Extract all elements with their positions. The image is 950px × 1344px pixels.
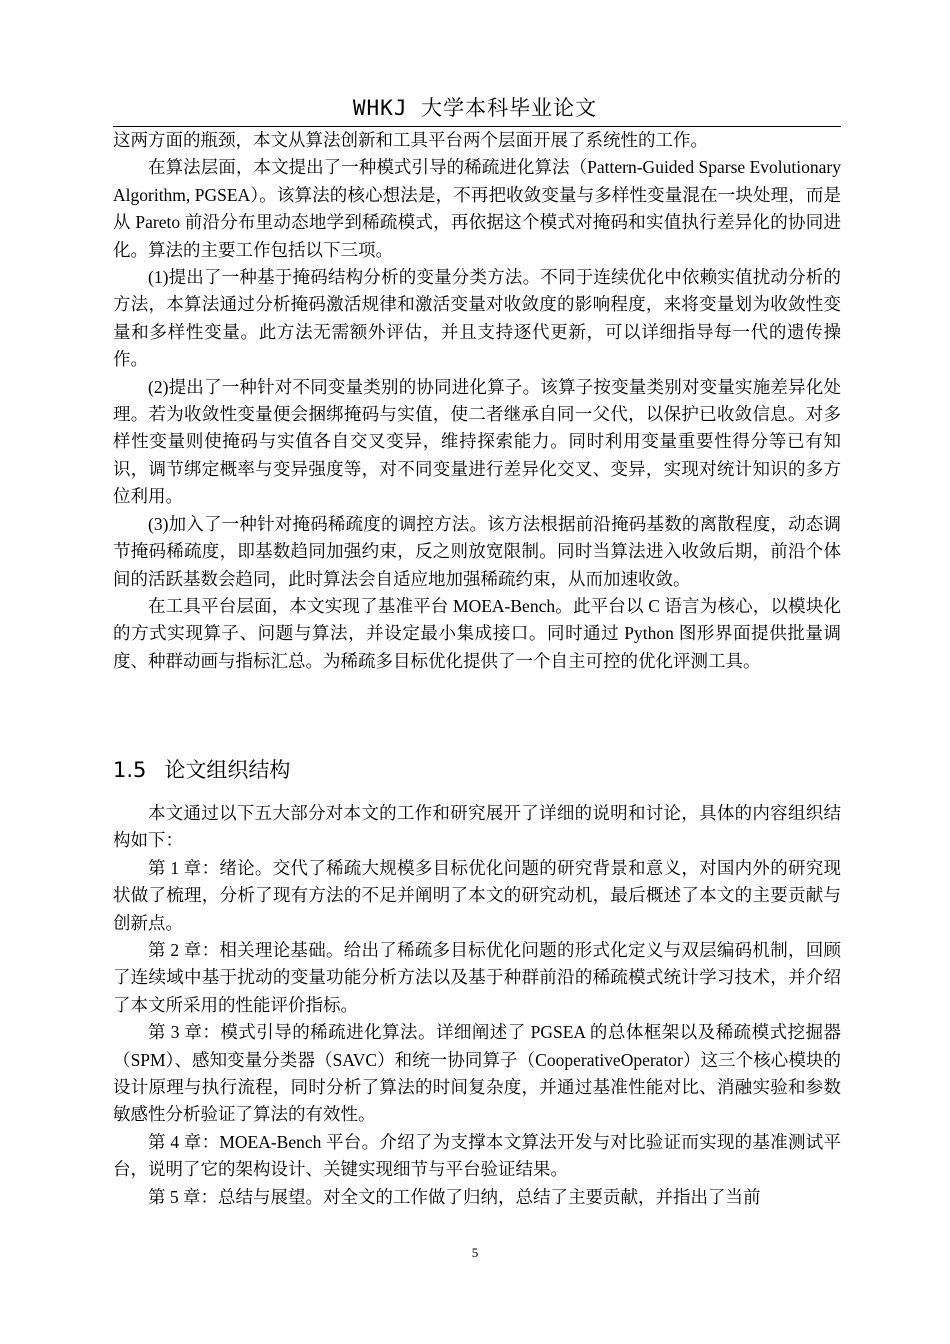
paragraph-chapter-4: 第 4 章：MOEA-Bench 平台。介绍了为支撑本文算法开发与对比验证而实现的基准测试平台，说明了它的架构设计、关键实现细节与平台验证结果。 — [113, 1131, 841, 1180]
paragraph-chapter-5: 第 5 章：总结与展望。对全文的工作做了归纳，总结了主要贡献，并指出了当前 — [148, 1186, 761, 1207]
section-heading — [113, 754, 290, 784]
paragraph-structure-intro: 本文通过以下五大部分对本文的工作和研究展开了详细的说明和讨论，具体的内容组织结构如下： — [113, 803, 841, 851]
paragraph-contribution-3: (3)加入了一种针对掩码稀疏度的调控方法。该方法根据前沿掩码基数的离散程度，动态调节掩码稀疏度，即基数趋同加强约束，反之则放宽限制。同时当算法进入收敛后期，前沿个体间的活跃基数会趋同，此时算法会自适应地加强稀疏约束，从而加速收敛。 — [113, 513, 841, 589]
paragraph-platform-level: 在工具平台层面，本文实现了基准平台 MOEA-Bench。此平台以 C 语言为核心，以模块化的方式实现算子、问题与算法，并设定最小集成接口。同时通过 Python 图形界面提供批量调度、种群动画与指标汇总。为稀疏多目标优化提供了一个自主可控的优化评测工具。 — [113, 595, 841, 671]
paragraph-continuation: 这两方面的瓶颈，本文从算法创新和工具平台两个层面开展了系统性的工作。 — [113, 130, 708, 150]
paragraph-chapter-3: 第 3 章：模式引导的稀疏进化算法。详细阐述了 PGSEA 的总体框架以及稀疏模式挖掘器（SPM）、感知变量分类器（SAVC）和统一协同算子（CooperativeOperator）这三个核心模块的设计原理与执行流程，同时分析了算法的时间复杂度，并通过基准性能对比、消融实验和参数敏感性分析验证了算法的有效性。 — [113, 1022, 841, 1125]
page-number: 5 — [471, 1245, 479, 1260]
body-block-2 — [113, 800, 841, 1211]
section-number: 1.5 — [113, 758, 147, 782]
paragraph-algorithm-level: 在算法层面，本文提出了一种模式引导的稀疏进化算法（Pattern-Guided Sparse Evolutionary Algorithm, PGSEA）。该算法的核心想法是，不再把收敛变量与多样性变量混在一块处理，而是从 Pareto 前沿分布里动态地学到稀疏模式，再依据这个模式对掩码和实值执行差异化的协同进化。算法的主要工作包括以下三项。 — [113, 157, 841, 260]
paragraph-chapter-2: 第 2 章：相关理论基础。给出了稀疏多目标优化问题的形式化定义与双层编码机制，回顾了连续域中基于扰动的变量功能分析方法以及基于种群前沿的稀疏模式统计学习技术，并介绍了本文所采用的性能评价指标。 — [113, 940, 841, 1015]
paragraph-chapter-1: 第 1 章：绪论。交代了稀疏大规模多目标优化问题的研究背景和意义，对国内外的研究现状做了梳理，分析了现有方法的不足并阐明了本文的研究动机，最后概述了本文的主要贡献与创新点。 — [113, 857, 841, 933]
paragraph-contribution-2: (2)提出了一种针对不同变量类别的协同进化算子。该算子按变量类别对变量实施差异化处理。若为收敛性变量便会捆绑掩码与实值，使二者继承自同一父代，以保护已收敛信息。对多样性变量则使掩码与实值各自交叉变异，维持探索能力。同时利用变量重要性得分等已有知识，调节绑定概率与变异强度等，对不同变量进行差异化交叉、变异，实现对统计知识的多方位利用。 — [113, 376, 841, 507]
section-title: 论文组织结构 — [164, 758, 291, 782]
running-header: WHKJ 大学本科毕业论文 — [352, 96, 598, 120]
paragraph-contribution-1: (1)提出了一种基于掩码结构分析的变量分类方法。不同于连续优化中依赖实值扰动分析的方法，本算法通过分析掩码激活规律和激活变量对收敛度的影响程度，来将变量划为收敛性变量和多样性变量。此方法无需额外评估，并且支持逐代更新，可以详细指导每一代的遗传操作。 — [113, 267, 841, 370]
body-block-1 — [113, 127, 841, 675]
